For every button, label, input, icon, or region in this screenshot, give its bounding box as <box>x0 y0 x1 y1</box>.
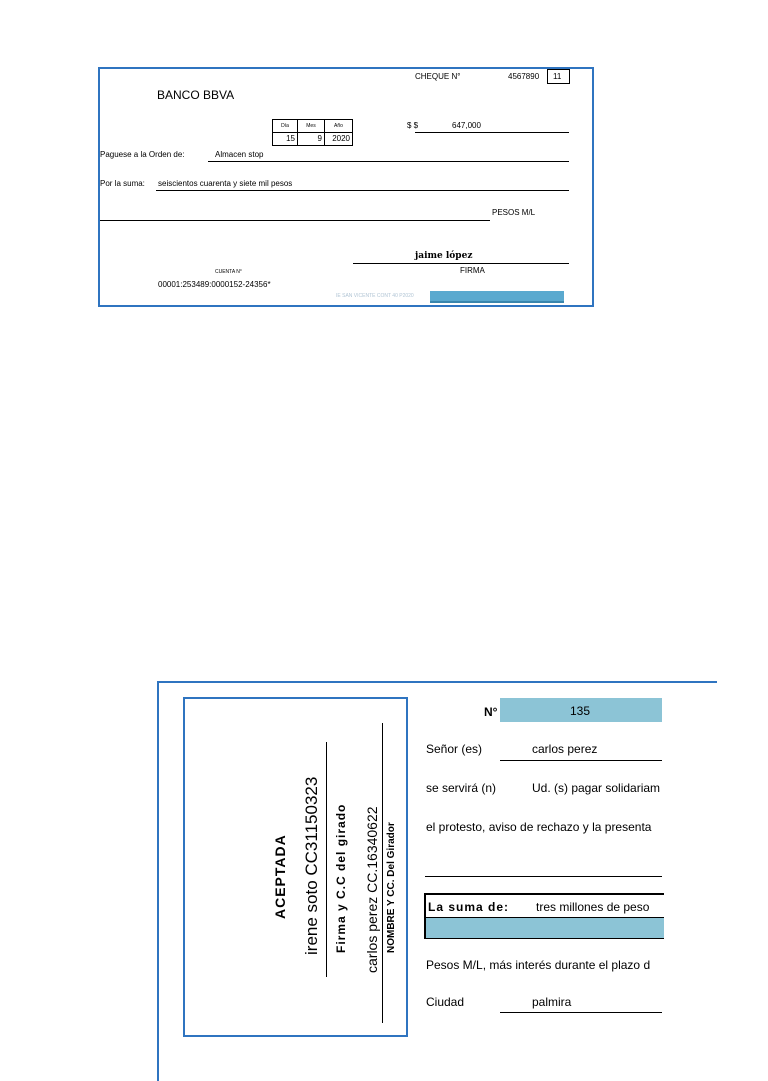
acceptance-panel <box>183 697 408 1037</box>
progress-bar <box>430 291 564 303</box>
sum-words: seiscientos cuarenta y siete mil pesos <box>158 179 293 188</box>
pesos-text: Pesos M/L, más interés durante el plazo d <box>426 958 651 972</box>
bank-name: BANCO BBVA <box>157 88 235 102</box>
amount: 647,000 <box>452 121 481 130</box>
cheque <box>98 67 594 307</box>
date-header-day: Día <box>272 119 298 133</box>
firma-label: FIRMA <box>460 266 485 275</box>
cheque-number-box <box>547 69 570 84</box>
account-number: 00001:253489:0000152-24356* <box>158 280 271 289</box>
girador-name: carlos perez CC.16340622 <box>364 806 380 973</box>
pay-to-underline <box>208 161 569 162</box>
suma-text: tres millones de peso <box>536 900 650 914</box>
cheque-box-value: 11 <box>553 72 562 81</box>
senor-label: Señor (es) <box>426 742 483 756</box>
sum-label: Por la suma: <box>100 179 145 188</box>
date-day: 15 <box>272 132 298 146</box>
protesto-text: el protesto, aviso de rechazo y la presenta <box>426 820 652 834</box>
servira-text: Ud. (s) pagar solidariam <box>532 781 661 795</box>
senor-underline <box>500 760 662 761</box>
pay-to-value: Almacen stop <box>215 150 264 159</box>
date-month: 9 <box>297 132 325 146</box>
currency-label: $ $ <box>407 121 419 130</box>
sum-underline <box>156 190 569 191</box>
suma-blue-row <box>426 917 664 938</box>
letra-number-cell <box>500 698 662 722</box>
suma-label: La suma de: <box>428 900 510 914</box>
date-header-year: Año <box>324 119 353 133</box>
pay-to-label: Paguese a la Orden de: <box>100 150 185 159</box>
date-header-month: Mes <box>297 119 325 133</box>
account-label: CUENTA N° <box>215 269 242 275</box>
amount-underline <box>415 132 569 133</box>
ciudad-label: Ciudad <box>426 995 465 1009</box>
date-year: 2020 <box>324 132 353 146</box>
nombre-girador-label: NOMBRE Y CC. Del Girador <box>386 822 397 953</box>
suma-box <box>424 893 664 939</box>
blank-line <box>100 220 490 221</box>
signature-line <box>353 263 569 264</box>
firma-girado-label: Firma y C.C del girado <box>334 803 348 953</box>
ciudad-value: palmira <box>532 995 572 1009</box>
aceptada-label: ACEPTADA <box>272 834 288 919</box>
acceptor-line <box>326 742 327 977</box>
cheque-number-label: CHEQUE N° <box>415 72 461 81</box>
signature: jaime lópez <box>415 251 473 261</box>
letra-number: 135 <box>570 704 591 718</box>
cheque-number: 4567890 <box>508 72 540 81</box>
senor-value: carlos perez <box>532 742 598 756</box>
servira-label: se servirá (n) <box>426 781 497 795</box>
girador-line <box>382 723 383 1023</box>
ciudad-underline <box>500 1012 662 1013</box>
letra-number-label: N° <box>484 705 498 719</box>
blank-underline <box>425 876 662 877</box>
pesos-label: PESOS M/L <box>492 208 536 217</box>
acceptor-name: irene soto CC31150323 <box>302 776 321 955</box>
watermark: IE SAN VICENTE CONT 40 P2020 <box>336 293 414 299</box>
